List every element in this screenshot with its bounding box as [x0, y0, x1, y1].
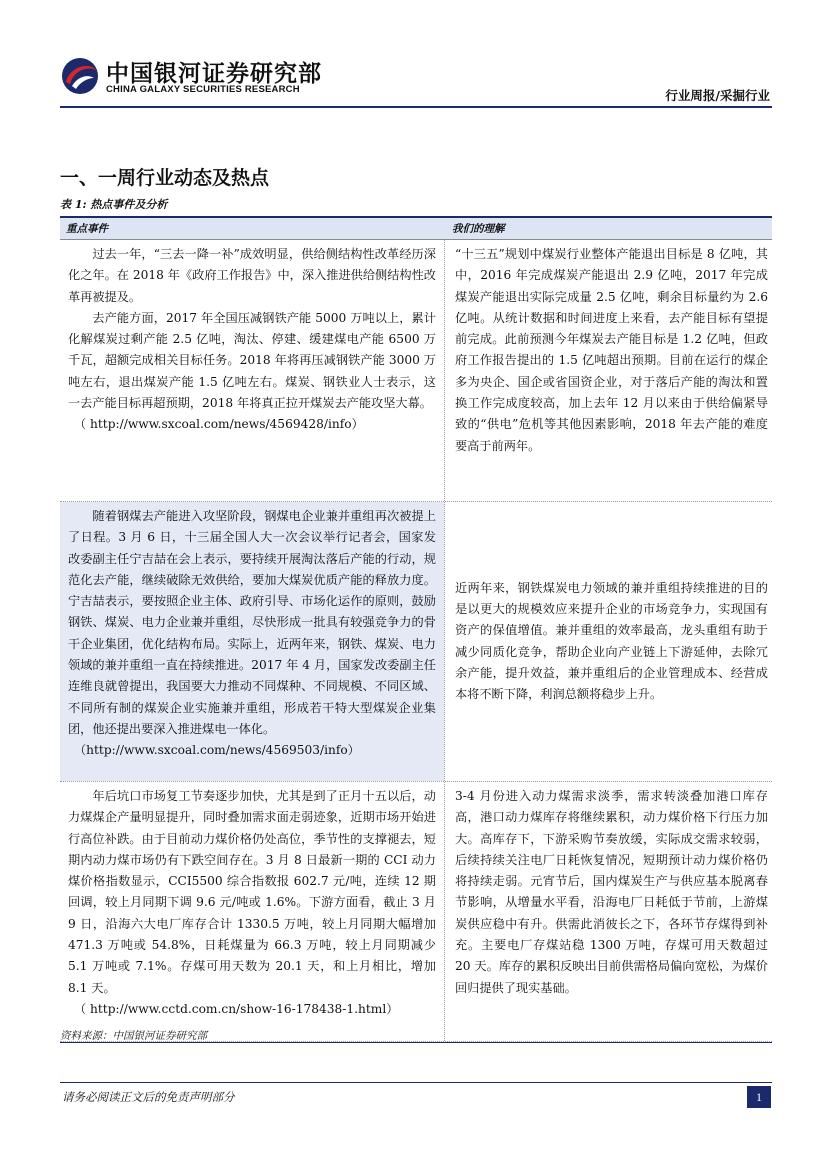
analysis-cell [444, 502, 772, 781]
disclaimer-note: 请务必阅读正文后的免责声明部分 [62, 1090, 235, 1104]
analysis-text: 3-4 月份进入动力煤需求淡季，需求转淡叠加港口库存高，港口动力煤库存将继续累积，动力煤价格下行压力加大。高库存下，下游采购节奏放缓，实际成交需求较弱，后续持续关注电厂日耗恢复情况，短期预计动力煤价格仍将持续走弱。元宵节后，国内煤炭生产与供应基本脱离春节影响，从增量水平看，沿海电厂日耗低于节前，上游煤炭供应稳中有升。供需此消彼长之下，各环节存煤得到补充。主要电厂存煤站稳 1300 万吨，存煤可用天数超过 20 天。库存的累积反映出目前供需格局偏向宽松，为煤价回归提供了现实基础。 [455, 789, 768, 995]
event-source-link[interactable]: （ http://www.sxcoal.com/news/4569428/info） [74, 417, 364, 432]
header-analysis: 我们的理解 [452, 223, 505, 235]
table-row [60, 782, 772, 1042]
header-event: 重点事件 [66, 223, 108, 235]
analysis-text: 近两年来，钢铁煤炭电力领域的兼并重组持续推进的目的是以更大的规模效应来提升企业的市场竞争力，实现国有资产的保值增值。兼并重组的效率最高，龙头重组有助于减少同质化竞争，帮助企业向产业链上下游延伸，去除冗余产能，提升效益，兼并重组后的企业管理成本、经营成本将不断下降，利润总额将稳步上升。 [455, 580, 768, 702]
table-header-row [60, 218, 772, 240]
data-source-note: 资料来源：中国银河证券研究部 [60, 1030, 207, 1042]
event-paragraph: 过去一年，“三去一降一补”成效明显，供给侧结构性改革经历深化之年。在 2018 年《政府工作报告》中，深入推进供给侧结构性改革再被提及。 [68, 247, 436, 304]
logo-chinese-name: 中国银河证券研究部 [106, 61, 322, 87]
event-cell [60, 502, 444, 781]
analysis-cell [444, 782, 772, 1041]
event-paragraph: 随着钢煤去产能进入攻坚阶段，钢煤电企业兼并重组再次被提上了日程。3 月 6 日，十三届全国人大一次会议举行记者会，国家发改委副主任宁吉喆在会上表示，要持续开展淘汰落后产能的行动，规范化去产能，继续破除无效供给，要加大煤炭优质产能的释放力度。宁吉喆表示，要按照企业主体、政府引导、市场化运作的原则，鼓励钢铁、煤炭、电力企业兼并重组，尽快形成一批具有较强竞争力的骨干企业集团，优化结构布局。实际上，近两年来，钢铁、煤炭、电力领域的兼并重组一直在持续推进。2017 年 4 月，国家发改委副主任连维良就曾提出，我国要大力推动不同煤种、不同规模、不同区域、不同所有制的煤炭企业实施兼并重组，形成若干特大型煤炭企业集团，他还提出要深入推进煤电一体化。 [68, 509, 436, 736]
event-cell [60, 782, 444, 1041]
galaxy-logo-icon [60, 56, 100, 96]
report-header [60, 52, 772, 108]
hot-events-table [60, 216, 772, 1043]
logo-english-name: CHINA GALAXY SECURITIES RESEARCH [106, 84, 300, 95]
event-source-link[interactable]: （http://www.sxcoal.com/news/4569503/info） [74, 743, 360, 758]
page-number: 1 [747, 1086, 771, 1108]
table-row [60, 502, 772, 782]
table-caption: 表 1: 热点事件及分析 [60, 198, 168, 211]
event-paragraph: 去产能方面，2017 年全国压减钢铁产能 5000 万吨以上，累计化解煤炭过剩产能 2.5 亿吨，淘汰、停建、缓建煤电产能 6500 万千瓦，超额完成相关目标任务。2018 年将再压减钢铁产能 3000 万吨左右，退出煤炭产能 1.5 亿吨左右。煤炭、钢铁业人士表示，这一去产能目标再超预期，2018 年将真正拉开煤炭去产能攻坚大幕。 [68, 310, 436, 411]
footer-divider [60, 1082, 772, 1083]
analysis-text: “十三五”规划中煤炭行业整体产能退出目标是 8 亿吨，其中，2016 年完成煤炭产能退出 2.9 亿吨，2017 年完成煤炭产能退出实际完成量 2.5 亿吨，剩余目标量约为 2.6 亿吨。从统计数据和时间进度上来看，去产能目标有望提前完成。此前预测今年煤炭去产能目标是 1.2 亿吨，但政府工作报告提出的 1.5 亿吨超出预期。目前在运行的煤企多为央企、国企或省国资企业，对于落后产能的淘汰和置换工作完成度较高，加上去年 12 月以来由于供给偏紧导致的“供电”危机等其他因素影响，2018 年去产能的难度要高于前两年。 [455, 247, 768, 453]
header-divider [60, 106, 772, 108]
section-title: 一、一周行业动态及热点 [60, 167, 270, 189]
event-source-link[interactable]: （ http://www.cctd.com.cn/show-16-178438-1.html） [74, 1001, 399, 1016]
event-cell [60, 240, 444, 501]
analysis-cell [444, 240, 772, 501]
event-paragraph: 年后坑口市场复工节奏逐步加快，尤其是到了正月十五以后，动力煤煤企产量明显提升，同时叠加需求面走弱迹象，近期市场开始进行高位补跌。由于目前动力煤价格仍处高位，季节性的支撑褪去，短期内动力煤市场仍有下跌空间存在。3 月 8 日最新一期的 CCI 动力煤价格指数显示，CCI5500 综合指数报 602.7 元/吨，连续 12 期回调，较上月同期下调 9.6 元/吨或 1.6%。下游方面看，截止 3 月 9 日，沿海六大电厂库存合计 1330.5 万吨，较上月同期大幅增加 471.3 万吨或 54.8%，日耗煤量为 66.3 万吨，较上月同期减少 5.1 万吨或 7.1%。存煤可用天数为 20.1 天，和上月相比，增加 8.1 天。 [68, 789, 436, 995]
table-row [60, 240, 772, 502]
document-type: 行业周报/采掘行业 [665, 88, 770, 103]
